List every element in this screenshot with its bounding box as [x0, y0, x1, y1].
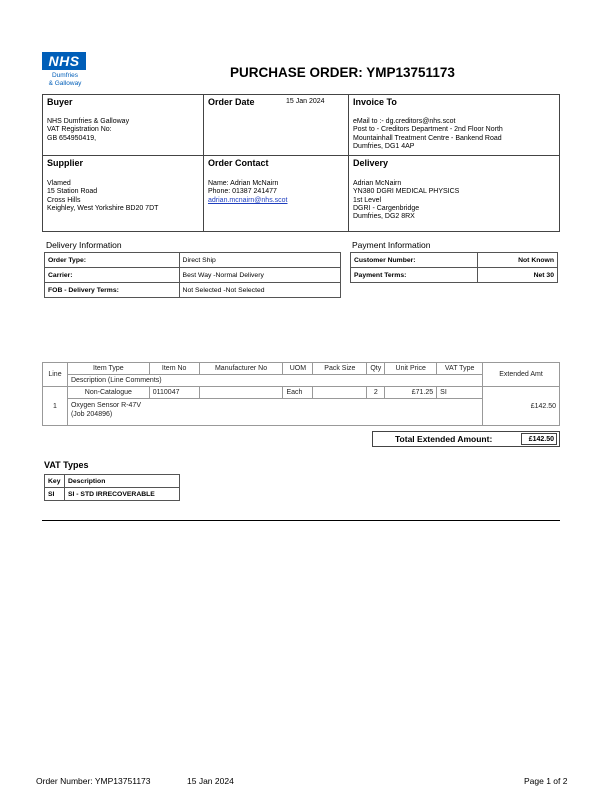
- col-header-qty: Qty: [367, 363, 385, 375]
- contact-email-link[interactable]: adrian.mcnairn@nhs.scot: [208, 196, 288, 204]
- total-value: £142.50: [521, 433, 557, 445]
- logo-subtitle-2: & Galloway: [48, 80, 82, 87]
- supplier-line: Keighley, West Yorkshire BD20 7DT: [47, 204, 159, 212]
- line-items-table: [42, 362, 560, 426]
- delivery-info-label: Order Type:: [45, 253, 180, 268]
- payment-info-label: Customer Number:: [351, 253, 478, 268]
- item-manufacturer-no: [199, 387, 283, 399]
- invoice-to-line: Mountainhall Treatment Centre - Bankend Road: [353, 134, 502, 142]
- item-unit-price: £71.25: [385, 387, 437, 399]
- supplier-box: [42, 155, 204, 232]
- vat-key: SI: [45, 488, 65, 501]
- contact-phone: Phone: 01387 241477: [208, 188, 277, 196]
- item-no: 0110047: [149, 387, 199, 399]
- page-title: PURCHASE ORDER: YMP13751173: [230, 65, 455, 80]
- col-header-description: Description (Line Comments): [67, 375, 482, 387]
- delivery-info-value: Best Way -Normal Delivery: [179, 268, 340, 283]
- order-date-box: [203, 94, 349, 156]
- order-contact-heading: Order Contact: [208, 158, 269, 168]
- total-label: Total Extended Amount:: [395, 434, 493, 444]
- vat-types-table: [44, 474, 180, 501]
- buyer-box: [42, 94, 204, 156]
- vat-header-row: [45, 475, 180, 488]
- buyer-line: GB 654950419,: [47, 134, 97, 142]
- item-vat-type: SI: [437, 387, 483, 399]
- item-description-comment: (Job 204896): [70, 411, 113, 418]
- item-description: Oxygen Sensor R-47V: [70, 402, 141, 409]
- invoice-to-line: Dumfries, DG1 4AP: [353, 142, 415, 150]
- vat-header-key: Key: [45, 475, 65, 488]
- col-header-extended-amt: Extended Amt: [483, 363, 560, 387]
- footer-date: 15 Jan 2024: [187, 776, 234, 786]
- invoice-to-line: eMail to :- dg.creditors@nhs.scot: [353, 118, 456, 125]
- payment-info-row: [351, 253, 558, 268]
- supplier-heading: Supplier: [47, 158, 84, 168]
- delivery-info-row: [45, 283, 341, 298]
- delivery-info-row: [45, 268, 341, 283]
- delivery-line: DGRI - Cargenbridge: [353, 204, 420, 212]
- payment-info-label: Payment Terms:: [351, 268, 478, 283]
- col-header-item-no: Item No: [149, 363, 199, 375]
- delivery-line: Adrian McNairn: [353, 180, 402, 187]
- col-header-line: Line: [43, 363, 68, 387]
- col-header-vat-type: VAT Type: [437, 363, 483, 375]
- nhs-logo: NHS: [42, 52, 86, 70]
- delivery-info-value: Direct Ship: [179, 253, 340, 268]
- table-row-description: [43, 399, 560, 426]
- col-header-pack-size: Pack Size: [313, 363, 367, 375]
- delivery-line: 1st Level: [353, 196, 382, 204]
- delivery-box: [348, 155, 560, 232]
- payment-info-value: Not Known: [478, 253, 558, 268]
- supplier-line: Vlamed: [47, 180, 71, 187]
- buyer-line: VAT Registration No:: [47, 126, 112, 134]
- delivery-info-label: Carrier:: [45, 268, 180, 283]
- vat-types-title: VAT Types: [44, 460, 89, 470]
- invoice-to-line: Post to - Creditors Department - 2nd Floor North: [353, 126, 503, 134]
- contact-name: Name: Adrian McNairn: [208, 180, 279, 187]
- delivery-info-value: Not Selected -Not Selected: [179, 283, 340, 298]
- table-row: [45, 488, 180, 501]
- invoice-to-heading: Invoice To: [353, 97, 397, 107]
- vat-header-description: Description: [64, 475, 179, 488]
- buyer-heading: Buyer: [47, 97, 73, 107]
- item-line-number: 1: [43, 387, 68, 426]
- delivery-line: YN380 DGRI MEDICAL PHYSICS: [353, 188, 460, 196]
- item-extended-amt: £142.50: [483, 387, 560, 426]
- col-header-unit-price: Unit Price: [385, 363, 437, 375]
- payment-info-title: Payment Information: [352, 240, 431, 250]
- logo-subtitle-1: Dumfries: [51, 72, 78, 79]
- col-header-item-type: Item Type: [67, 363, 149, 375]
- order-date-value: 15 Jan 2024: [286, 98, 325, 105]
- delivery-info-label: FOB - Delivery Terms:: [45, 283, 180, 298]
- payment-info-table: [350, 252, 558, 283]
- vat-description: SI - STD IRRECOVERABLE: [64, 488, 179, 501]
- item-uom: Each: [283, 387, 313, 399]
- footer-page-number: Page 1 of 2: [524, 776, 568, 786]
- item-type: Non-Catalogue: [67, 387, 149, 399]
- buyer-line: NHS Dumfries & Galloway: [47, 118, 130, 125]
- delivery-heading: Delivery: [353, 158, 389, 168]
- item-qty: 2: [367, 387, 385, 399]
- delivery-line: Dumfries, DG2 8RX: [353, 213, 415, 221]
- supplier-line: Cross Hills: [47, 196, 81, 204]
- order-date-heading: Order Date: [208, 97, 255, 107]
- table-row: [43, 387, 560, 399]
- invoice-to-box: [348, 94, 560, 156]
- order-contact-box: [203, 155, 349, 232]
- delivery-info-row: [45, 253, 341, 268]
- col-header-manufacturer-no: Manufacturer No: [199, 363, 283, 375]
- payment-info-value: Net 30: [478, 268, 558, 283]
- item-pack-size: [313, 387, 367, 399]
- total-box: [372, 431, 560, 447]
- col-header-uom: UOM: [283, 363, 313, 375]
- footer-order-number: Order Number: YMP13751173: [36, 776, 151, 786]
- payment-info-row: [351, 268, 558, 283]
- delivery-info-title: Delivery Information: [46, 240, 122, 250]
- divider: [42, 520, 560, 521]
- supplier-line: 15 Station Road: [47, 188, 98, 196]
- delivery-info-table: [44, 252, 341, 298]
